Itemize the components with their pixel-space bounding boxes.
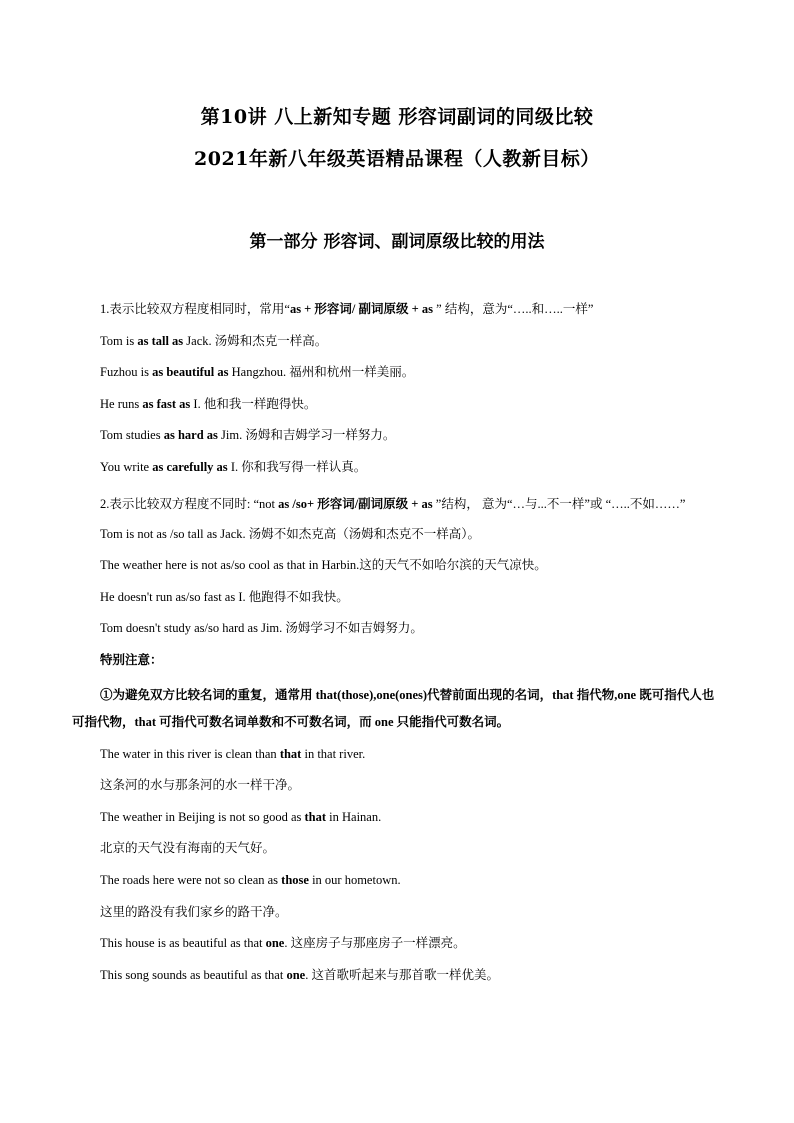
example-text: . 这座房子与那座房子一样漂亮。 (284, 936, 466, 951)
example-sentence (72, 331, 726, 351)
example-keyword: those (281, 872, 309, 887)
example-text: He runs (100, 396, 143, 411)
example-sentence (72, 870, 726, 890)
document-body (72, 299, 726, 996)
rule-2-meaning: ”结构， 意为“…与...不一样”或 “…..不如……” (432, 496, 686, 511)
example-text: Tom studies (100, 428, 164, 443)
example-keyword: as tall as (137, 333, 184, 348)
example-text: . 这首歌听起来与那首歌一样优美。 (305, 967, 499, 982)
example-sentence: Tom is not as /so tall as Jack. 汤姆不如杰克高（汤姆和杰克不一样高）。 (100, 526, 481, 541)
page-subtitle: 2021年新八年级英语精品课程（人教新目标） (194, 148, 600, 170)
example-sentence: Tom doesn't study as/so hard as Jim. 汤姆学习不如吉姆努力。 (100, 621, 423, 636)
note-heading: 特别注意： (100, 652, 163, 667)
example-text: The roads here were not so clean as (100, 872, 282, 887)
example-translation: 这里的路没有我们家乡的路干净。 (100, 904, 288, 919)
example-keyword: as beautiful as (152, 365, 229, 380)
example-sentence: The weather here is not as/so cool as that in Harbin.这的天气不如哈尔滨的天气凉快。 (100, 558, 547, 573)
example-keyword: one (265, 936, 285, 951)
example-sentence (72, 807, 726, 827)
example-text: Tom is (100, 333, 138, 348)
example-keyword: as hard as (163, 428, 218, 443)
rule-2-text: 2.表示比较双方程度不同时: “not (100, 496, 279, 511)
example-keyword: as carefully as (152, 459, 228, 474)
rule-1 (72, 299, 726, 319)
example-sentence (72, 933, 726, 953)
example-text: Jim. 汤姆和吉姆学习一样努力。 (217, 428, 396, 443)
example-text: in our hometown. (308, 872, 401, 887)
rule-2 (72, 489, 726, 520)
example-text: Hangzhou. 福州和杭州一样美丽。 (228, 365, 415, 380)
example-sentence (72, 744, 726, 764)
example-sentence (72, 362, 726, 382)
example-keyword: one (286, 967, 306, 982)
example-sentence (72, 965, 726, 985)
example-text: This song sounds as beautiful as that (100, 967, 287, 982)
rule-1-text: 1.表示比较双方程度相同时，常用“ (100, 302, 290, 316)
example-keyword: that (279, 746, 302, 761)
example-sentence: He doesn't run as/so fast as I. 他跑得不如我快。 (100, 589, 349, 604)
example-text: The weather in Beijing is not so good as (100, 809, 305, 824)
example-text: in Hainan. (326, 809, 382, 824)
section-title: 第一部分 形容词、副词原级比较的用法 (249, 232, 545, 252)
example-translation: 这条河的水与那条河的水一样干净。 (100, 778, 301, 793)
example-sentence (72, 425, 726, 445)
rule-1-meaning: ” 结构，意为“…..和…..一样” (433, 302, 594, 316)
example-text: Fuzhou is (100, 365, 153, 380)
rule-2-structure: as /so+ 形容词/副词原级 + as (278, 496, 433, 511)
example-text: You write (100, 459, 153, 474)
example-text: in that river. (301, 746, 366, 761)
example-text: The water in this river is clean than (100, 746, 280, 761)
example-sentence (72, 457, 726, 477)
example-text: This house is as beautiful as that (100, 936, 266, 951)
rule-1-structure: as + 形容词/ 副词原级 + as (289, 302, 434, 316)
example-text: I. 你和我写得一样认真。 (227, 459, 367, 474)
example-keyword: that (304, 809, 327, 824)
example-text: Jack. 汤姆和杰克一样高。 (183, 333, 328, 348)
example-text: I. 他和我一样跑得快。 (190, 396, 317, 411)
example-sentence (72, 394, 726, 414)
example-translation: 北京的天气没有海南的天气好。 (100, 841, 276, 856)
note-body: ①为避免双方比较名词的重复，通常用 that(those),one(ones)代替前面出现的名词，that 指代物,one 既可指代人也可指代物，that 可指代可数名词单数和不可数名词，而 one 只能指代可数名词。 (72, 687, 715, 729)
example-keyword: as fast as (142, 396, 191, 411)
page-title: 第10讲 八上新知专题 形容词副词的同级比较 (200, 106, 594, 128)
